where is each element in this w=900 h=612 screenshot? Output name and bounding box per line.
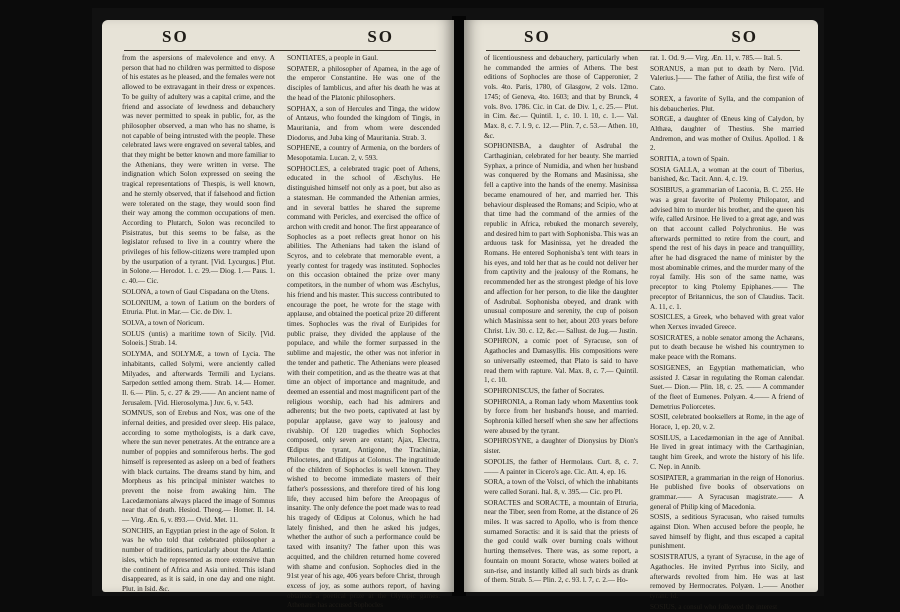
dictionary-entry: SOPHRONIA, a Roman lady whom Maxentius took by force from her husband's house, and married. Sophronia killed herself when she saw her affections were abused by the tyrant. bbox=[484, 397, 638, 435]
dictionary-entry: SORITIA, a town of Spain. bbox=[650, 155, 730, 164]
right-page-header bbox=[464, 26, 818, 48]
right-column-1 bbox=[484, 54, 638, 586]
right-header-left: SO bbox=[524, 27, 551, 46]
right-header-right: SO bbox=[731, 27, 758, 46]
dictionary-entry: from the aspersions of malevolence and envy. A person that had no children was permitted to dispose of his estates as he pleased, and the females were not allowed to be extravagant in their dress or expences. To be guilty of adultery was a capital crime, and the friend and associate of lewdness and debauchery was never permitted to speak in public, for, as the philosopher observed, a man who has no shame, is not capable of being intrusted with the people. These celebrated laws were engraved on several tables, and that they might be better known and more familiar to the Athenians, they were written in verse. The indignation which Solon expressed on seeing the tragical representations of Thespis, is well known, and he sternly observed, that if falsehood and fiction were tolerated on the stage, they would soon find their way among the common occupations of men. According to Plutarch, Solon was reconciled to Pisistratus, but this seems to be false, as the legislator refused to live in a country where the privileges of his fellow-citizens were trampled upon by the usurpation of a tyrant. [Vid. Lycurgus.] Plut. in Solone.— Herodot. 1. c. 29.— Diog. 1.— Paus. 1. c. 40.— Cic. bbox=[122, 54, 275, 286]
dictionary-entry: SONTIATES, a people in Gaul. bbox=[287, 54, 379, 62]
dictionary-entry: SOPHRONISCUS, the father of Socrates. bbox=[484, 386, 605, 395]
left-column-2 bbox=[287, 54, 440, 610]
dictionary-entry: SOPHONISBA, a daughter of Asdrubal the Carthaginian, celebrated for her beauty. She married Syphax, a prince of Numidia, and when her husband was conquered by the Romans and Masinissa, she fell a captive into the hands of the enemy. Masinissa became enamoured of her, and married her. This behaviour displeased the Romans; and Scipio, who at that time had the command of the armies of the republic in Africa, rebuked the monarch severely, and desired him to part with Sophonisba. This was an arduous task for Masinissa, yet he dreaded the Romans. He entered Sophonisba's tent with tears in his eyes, and told her that as he could not deliver her from captivity and the jealousy of the Romans, he recommended her as the strongest pledge of his love and affection for her person, to die like the daughter of Asdrubal. Sophonisba obeyed, and drank with unusual composure and serenity, the cup of poison which Masinissa sent to her, about 203 years before Christ. Liv. 30. c. 12, &c.— Sallust. de Jug.— Justin. bbox=[484, 142, 638, 335]
dictionary-entry: SORGE, a daughter of Œneus king of Calydon, by Althæa, daughter of Thestius. She married Andremon, and was mother of Oxilus. Apollod. 1 & 2. bbox=[650, 115, 804, 153]
dictionary-entry: SOSICRATES, a noble senator among the Achæans, put to death because he wished his countrymen to make peace with the Romans. bbox=[650, 333, 804, 362]
left-page-header bbox=[102, 26, 454, 48]
dictionary-entry: SOLONA, a town of Gaul Cispadana on the Utens. bbox=[122, 287, 270, 296]
dictionary-entry: SOSISTRATUS, a tyrant of Syracuse, in the age of Agathocles. He invited Pyrrhus into Sicily, and afterwards revolted from him. He was at last removed by Hermocrates. Polyæn. 1.—— Another tyrant. Id. bbox=[650, 553, 804, 600]
left-column-1 bbox=[122, 54, 275, 593]
dictionary-entry: SOSIS, a seditious Syracusan, who raised tumults against Dion. When accused before the people, he saved himself by flight, and thus escaped a capital punishment. bbox=[650, 513, 804, 551]
dictionary-entry: SOSIBIUS, a grammarian of Laconia, B. C. 255. He was a great favorite of Ptolemy Philopator, and advised him to murder his brother, and the queen his wife, called Arsinoe. He lived to a great age, and was on that account called Polychronius. He was afterwards permitted to retire from the court, and spend the rest of his days in peace and tranquillity, after he had disgraced the name of minister by the most abominable crimes, and the murder many of the royal family. His son of the same name, was preceptor to king Ptolemy Epiphanes.—— The preceptor of Britannicus, the son of Claudius. Tacit. A. 11, c. 1. bbox=[650, 186, 804, 311]
dictionary-entry: SOPHOCLES, a celebrated tragic poet of Athens, educated in the school of Æschylus. He distinguished himself not only as a poet, but also as a statesman. He commanded the Athenian armies, and in several battles he shared the supreme command with Pericles, and exercised the office of archon with credit and honor. The first appearance of Sophocles as a poet reflects great honor on his abilities. The Athenians had taken the island of Scyros, and to celebrate that memorable event, a yearly contest for tragedy was instituted. Sophocles on this occasion obtained the prize over many competitors, in the number of whom was Æschylus, his friend and his master. This success contributed to encourage the poet, he wrote for the stage with applause, and obtained the poetical prize 20 different times. Sophocles was the rival of Euripides for public praise, they divided the applause of the populace, and while the former surpassed in the sublime and majestic, the other was not inferior in the tender and pathetic. The Athenians were pleased with their competition, and as the theatre was at that time an object of importance and magnitude, and deemed an essential and most magnificent part of the religious worship, each had his admirers and adherents; but the two poets, captivated at last by popular applause, gave way to jealousy and rivalship. Of 120 tragedies which Sophocles composed, only seven are extant; Ajax, Electra, Œdipus the tyrant, Antigone, the Trachiniæ, Philoctetes, and Œdipus at Colonus. The ingratitude of the children of Sophocles is well known. They wished to become immediate masters of their father's possessions, and therefore tired of his long life, they accused him before the Areopagus of insanity. The only defence the poet made was to read his tragedy of Œdipus at Colonus, which he had lately finished, and then he asked his judges, whether the author of such a performance could be taxed with insanity? The father upon this was acquitted, and the children returned home covered with shame and confusion. Sophocles died in the 91st year of his age, 406 years before Christ, through excess of joy, as some authors report, of having obtained a poetical prize at the Olympic games. Athenæus has accused Sophocles bbox=[287, 164, 440, 610]
dictionary-entry: SOLONIUM, a town of Latium on the borders of Etruria. Plut. in Mar.— Cic. de Div. 1. bbox=[122, 298, 275, 317]
dictionary-entry: SOPHROSYNE, a daughter of Dionysius by Dion's sister. bbox=[484, 437, 638, 456]
dictionary-entry: SOSIUS, a consul who followed the interest bbox=[650, 602, 778, 611]
dictionary-entry: SONCHIS, an Egyptian priest in the age of Solon. It was he who told that celebrated philosopher a number of traditions, particularly about the Atlantic isles, which he represented as more extensive than the continent of Africa and Asia united. This island disappeared, as it is said, in one day and one night. Plut. in Isid. &c. bbox=[122, 526, 275, 593]
header-rule bbox=[124, 50, 436, 51]
dictionary-entry: SORACTES and SORACTE, a mountain of Etruria, near the Tiber, seen from Rome, at the distance of 26 miles. It was sacred to Apollo, who is from thence surnamed Soractis: and it is said that the priests of the god could walk over burning coals without hurting themselves. There was, as some report, a fountain on mount Soracte, whose waters boiled at sun-rise, and instantly killed all such birds as drank of them. Strab. 5.— Plin. 2, c. 93. l. 7, c. 2.— Ho- bbox=[484, 498, 638, 585]
dictionary-entry: of licentiousness and debauchery, particularly when he commanded the armies of Athens. The best editions of Sophocles are those of Capperonier, 2 vols. 4to. Paris, 1780, of Glasgow, 2 vols. 12mo. 1745; of Geneva, 4to. 1603; and that by Brunck, 4 vols. 8vo. 1786. Cic. in Cat. de Div. 1, c. 25.— Plut. in Cim. &c.— Quintil. 1, c. 10. l. 10, c. 1.— Val. Max. 8, c. 7. l. 9, c. 12.— Plin. 7, c. 53.— Athen. 10, &c. bbox=[484, 54, 638, 140]
dictionary-entry: SOPHRON, a comic poet of Syracuse, son of Agathocles and Damasyllis. His compositions were so universally esteemed, that Plato is said to have read them with rapture. Val. Max. 8, c. 7.— Quintil. 1, c. 10. bbox=[484, 337, 638, 385]
dictionary-entry: SOLUS (untis) a maritime town of Sicily. [Vid. Soloeis.] Strab. 14. bbox=[122, 329, 275, 348]
dictionary-entry: SOPATER, a philosopher of Apamea, in the age of the emperor Constantine. He was one of the disciples of Iamblicus, and after his death he was at the head of the Platonic philosophers. bbox=[287, 64, 440, 102]
dictionary-entry: SOLYMA, and SOLYMÆ, a town of Lycia. The inhabitants, called Solymi, were anciently called Milyades, and afterwards Termili and Lycians. Sarpedon settled among them. Strab. 14.— Homer. Il. 6.— Plin. 5, c. 27 & 29.—— An ancient name of Jerusalem. [Vid. Hierosolyma.] Juv. 6, v. 543. bbox=[122, 350, 275, 407]
right-page bbox=[464, 20, 818, 611]
header-rule bbox=[486, 50, 800, 51]
dictionary-entry: SOSIPATER, a grammarian in the reign of Honorius. He published five books of observations on grammar.—— A Syracusan magistrate.—— A general of Philip king of Macedonia. bbox=[650, 473, 804, 511]
dictionary-entry: SOPHAX, a son of Hercules and Tinga, the widow of Antæus, who founded the kingdom of Tingis, in Mauritania, and from whom were descended Diodorus, and Juba king of Mauritania. Strab. 3. bbox=[287, 104, 440, 142]
dictionary-entry: SOSII, celebrated booksellers at Rome, in the age of Horace, 1, ep. 20, v. 2. bbox=[650, 413, 804, 432]
left-page-columns bbox=[122, 54, 440, 610]
dictionary-entry: SOSILUS, a Lacedæmonian in the age of Annibal. He lived in great intimacy with the Carthaginian, taught him Greek, and wrote the history of his life. C. Nep. in Annib. bbox=[650, 433, 804, 471]
dictionary-entry: SORA, a town of the Volsci, of which the inhabitants were called Sorani. Ital. 8, v. 395.— Cic. pro Pl. bbox=[484, 478, 638, 496]
dictionary-entry: SOSICLES, a Greek, who behaved with great valor when Xerxes invaded Greece. bbox=[650, 313, 804, 331]
left-header-right: SO bbox=[367, 27, 394, 46]
dictionary-entry: SOPHENE, a country of Armenia, on the borders of Mesopotamia. Lucan. 2, v. 593. bbox=[287, 144, 440, 163]
dictionary-entry: SOPOLIS, the father of Hermolaus. Curt. 8, c. 7.—— A painter in Cicero's age. Cic. Att. 4, ep. 16. bbox=[484, 457, 638, 476]
dictionary-entry: SOREX, a favorite of Sylla, and the companion of his debaucheries. Plut. bbox=[650, 94, 804, 113]
dictionary-entry: SOSIGENES, an Egyptian mathematician, who assisted J. Cæsar in regulating the Roman calendar. Suet.— Dion.— Plin. 18, c. 25. —— A commander of the fleet of Eumenes. Polyæn. 4.—— A friend of Demetrius Poliorcetes. bbox=[650, 363, 804, 411]
left-page bbox=[102, 20, 454, 610]
dictionary-entry: SOSIA GALLA, a woman at the court of Tiberius, banished, &c. Tacit. Ann. 4, c. 19. bbox=[650, 165, 804, 184]
dictionary-entry: SORANUS, a man put to death by Nero. [Vid. Valerius.]—— The father of Atilia, the first wife of Cato. bbox=[650, 64, 804, 93]
open-book bbox=[92, 8, 824, 611]
left-header-left: SO bbox=[162, 27, 189, 46]
right-page-columns bbox=[484, 54, 804, 611]
dictionary-entry: SOLVA, a town of Noricum. bbox=[122, 318, 205, 327]
right-column-2 bbox=[650, 54, 804, 611]
dictionary-entry: SOMNUS, son of Erebus and Nox, was one of the infernal deities, and presided over sleep. His palace, according to some mythologists, is a dark cave, where the sun never penetrates. At the entrance are a number of poppies and somniferous herbs. The god himself is represented as asleep on a bed of feathers with black curtains. The dreams stand by him, and Morpheus as his principal minister watches to prevent the noise from awaking him. The Lacedæmonians always placed the image of Somnus near that of death. Hesiod. Theog.— Homer. Il. 14.— Virg. Æn. 6, v. 893.— Ovid. Met. 11. bbox=[122, 409, 275, 525]
dictionary-entry: rat. 1. Od. 9.— Virg. Æn. 11, v. 785.— Ital. 5. bbox=[650, 54, 783, 62]
